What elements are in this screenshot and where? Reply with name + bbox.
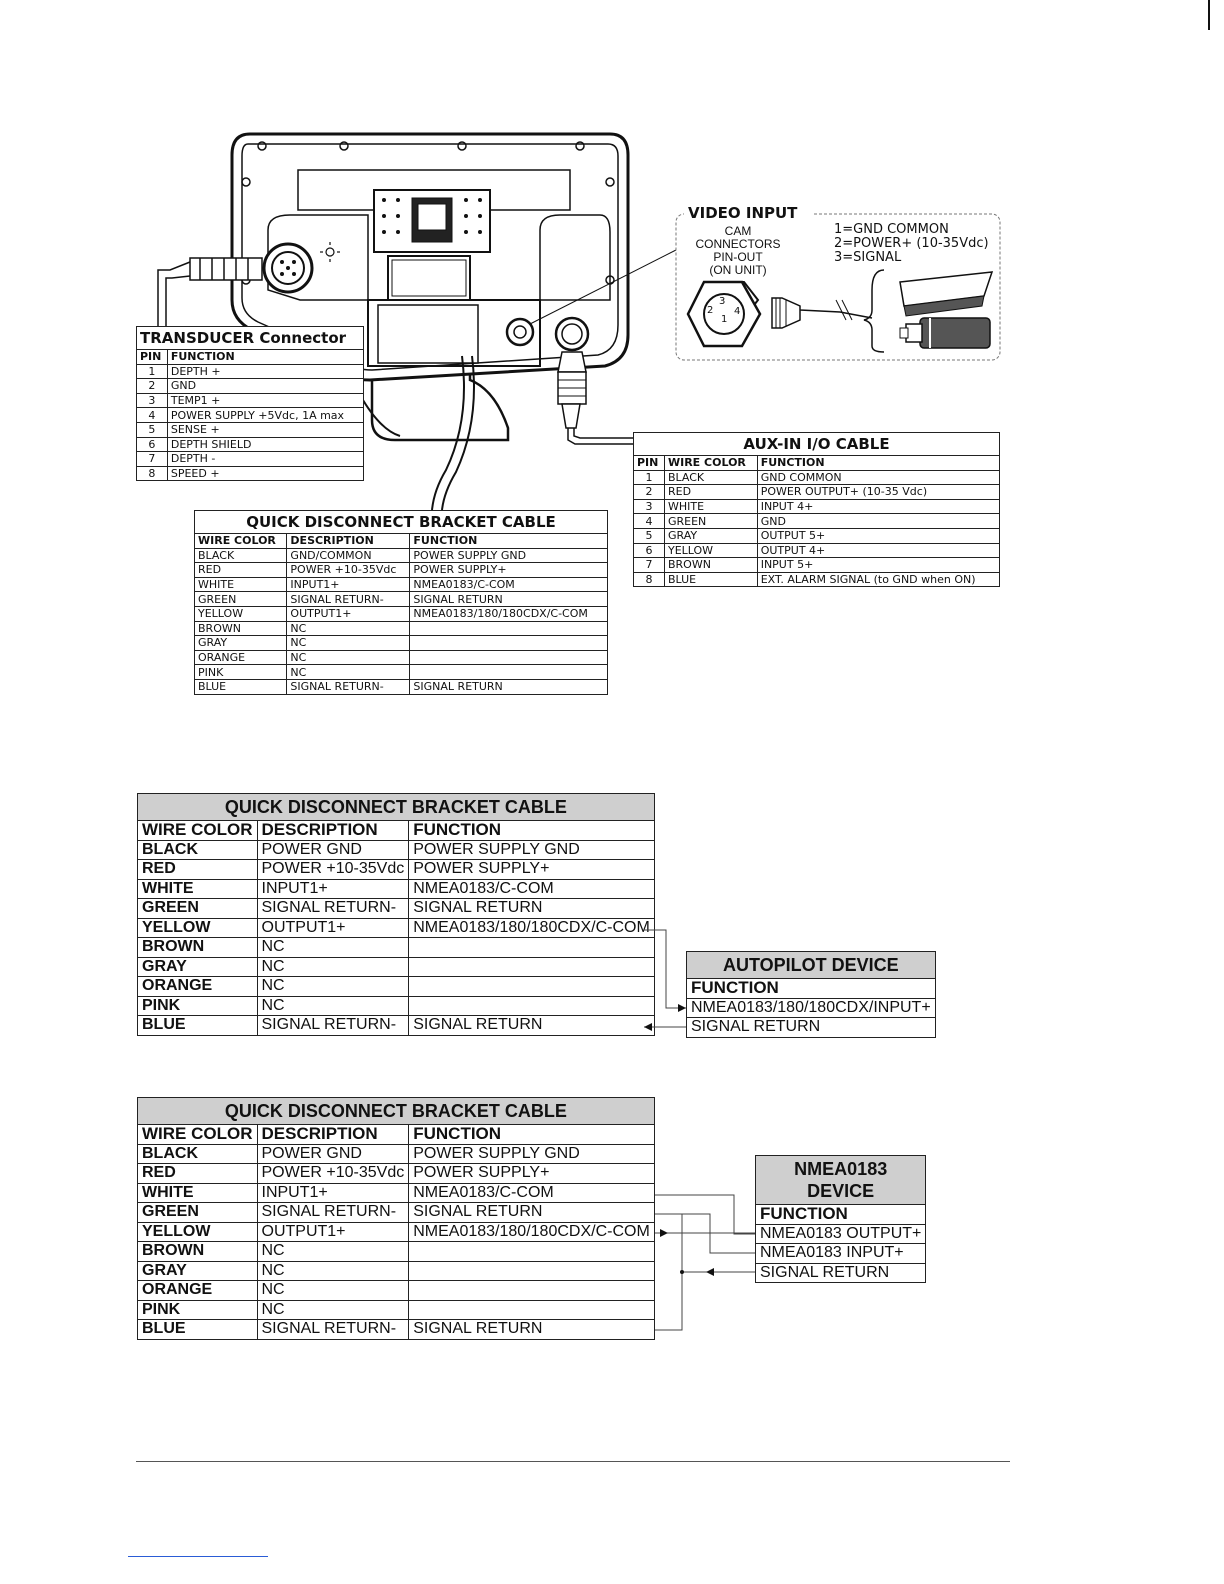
table-cell: YELLOW [138,918,258,938]
table-cell: POWER SUPPLY GND [409,840,655,860]
table-cell: DEPTH - [167,452,363,467]
table-cell: RED [138,1164,258,1184]
table-cell: OUTPUT1+ [287,606,410,621]
table-cell: SIGNAL RETURN- [287,679,410,694]
table-cell: GND [757,514,999,529]
table-cell: 5 [137,422,168,437]
table-cell: POWER +10-35Vdc [257,1164,409,1184]
table-cell: 6 [137,437,168,452]
cam-label-line: (ON UNIT) [709,263,767,277]
table-cell: RED [664,485,757,500]
table-cell: DEPTH + [167,364,363,379]
connector-pin-number: 4 [734,306,741,317]
qdb-nmea-title: QUICK DISCONNECT BRACKET CABLE [138,1098,655,1125]
table-cell: INPUT 5+ [757,558,999,573]
table-cell: PINK [138,996,258,1016]
table-cell: 2 [634,485,665,500]
table-cell: SIGNAL RETURN [410,679,608,694]
column-header: FUNCTION [687,979,936,999]
table-row [138,1203,655,1223]
table-cell: 8 [634,572,665,587]
table-cell: POWER OUTPUT+ (10-35 Vdc) [757,485,999,500]
table-cell: BLACK [664,470,757,485]
column-header: PIN [634,456,665,471]
column-header: PIN [137,350,168,365]
table-cell: WHITE [195,577,287,592]
table-cell: BLUE [138,1320,258,1340]
table-cell: 7 [634,558,665,573]
qdb-small-title: QUICK DISCONNECT BRACKET CABLE [195,511,608,534]
table-cell: BROWN [138,938,258,958]
table-cell: GREEN [138,1203,258,1223]
footer-link-underline [128,1556,268,1557]
table-cell: INPUT1+ [257,1183,409,1203]
table-cell: POWER SUPPLY+ [410,563,608,578]
table-cell: RED [138,860,258,880]
table-cell: GND/COMMON [287,548,410,563]
nmea-device-title [756,1156,926,1205]
column-header: FUNCTION [410,534,608,549]
connector-pin-number: 1 [721,314,728,325]
column-header: WIRE COLOR [138,1125,258,1145]
table-cell: GRAY [664,528,757,543]
table-cell: NC [287,650,410,665]
table-cell: NC [257,977,409,997]
table-cell: DEPTH SHIELD [167,437,363,452]
table-cell: EXT. ALARM SIGNAL (to GND when ON) [757,572,999,587]
table-cell: GRAY [138,957,258,977]
table-cell: GREEN [195,592,287,607]
table-cell: POWER SUPPLY+ [409,1164,655,1184]
cam-label-line: CAM CONNECTORS [695,224,781,251]
pinout-item: 1=GND COMMON [834,222,949,237]
column-header: DESCRIPTION [257,821,409,841]
table-cell: ORANGE [195,650,287,665]
table-row [138,1144,655,1164]
table-cell [409,1242,655,1262]
table-cell [409,1281,655,1301]
column-header: DESCRIPTION [257,1125,409,1145]
nmea-function-row: SIGNAL RETURN [756,1263,926,1283]
table-cell: 1 [137,364,168,379]
table-cell: POWER SUPPLY+ [409,860,655,880]
table-cell: SIGNAL RETURN- [257,1320,409,1340]
table-cell: POWER SUPPLY GND [409,1144,655,1164]
table-row [138,1222,655,1242]
column-header: WIRE COLOR [138,821,258,841]
column-header: WIRE COLOR [664,456,757,471]
cam-label-line: PIN-OUT [713,250,763,264]
table-cell: YELLOW [138,1222,258,1242]
quick-disconnect-table-nmea [137,1097,655,1340]
table-cell: BROWN [138,1242,258,1262]
nmea-device-title-line: NMEA0183 [794,1159,888,1179]
table-cell: NMEA0183/180/180CDX/C-COM [410,606,608,621]
table-cell: NC [257,938,409,958]
table-cell: 6 [634,543,665,558]
table-row [138,1300,655,1320]
table-cell: NMEA0183/C-COM [409,1183,655,1203]
connector-pin-number: 2 [707,305,714,316]
table-cell: NC [287,665,410,680]
table-cell: GREEN [664,514,757,529]
table-cell: 5 [634,528,665,543]
table-cell: NC [257,996,409,1016]
table-row [138,1261,655,1281]
table-cell: ORANGE [138,977,258,997]
table-cell: 4 [634,514,665,529]
table-cell: OUTPUT1+ [257,918,409,938]
nmea-function-row: NMEA0183 INPUT+ [756,1244,926,1264]
table-cell: SENSE + [167,422,363,437]
table-cell: BLUE [138,1016,258,1036]
table-row [138,1281,655,1301]
table-row [138,1320,655,1340]
footer-divider [136,1461,1010,1462]
column-header: FUNCTION [409,1125,655,1145]
table-row [138,1183,655,1203]
table-cell: POWER GND [257,840,409,860]
table-cell: NC [257,1261,409,1281]
table-cell: 4 [137,408,168,423]
table-cell: YELLOW [195,606,287,621]
connector-pin-number: 3 [719,296,726,307]
table-cell: NC [287,621,410,636]
table-cell [409,1261,655,1281]
table-cell: SPEED + [167,466,363,481]
table-cell: 7 [137,452,168,467]
table-cell: BROWN [195,621,287,636]
table-cell: NMEA0183/C-COM [410,577,608,592]
nmea-function-row: NMEA0183 OUTPUT+ [756,1224,926,1244]
table-cell: GND COMMON [757,470,999,485]
table-cell: GREEN [138,899,258,919]
table-cell: WHITE [138,879,258,899]
pinout-item: 3=SIGNAL [834,250,902,265]
nmea-device-title-line: DEVICE [807,1181,875,1201]
table-cell: WHITE [138,1183,258,1203]
table-cell: BLACK [195,548,287,563]
table-cell: NC [257,1242,409,1262]
table-cell: POWER +10-35Vdc [257,860,409,880]
table-cell: ORANGE [138,1281,258,1301]
table-cell: BLUE [664,572,757,587]
qdb-autopilot-title: QUICK DISCONNECT BRACKET CABLE [138,794,655,821]
table-cell: PINK [195,665,287,680]
table-cell: NC [257,1281,409,1301]
column-header: FUNCTION [757,456,999,471]
table-cell: NMEA0183/C-COM [409,879,655,899]
table-cell: OUTPUT1+ [257,1222,409,1242]
table-cell: POWER SUPPLY +5Vdc, 1A max [167,408,363,423]
table-cell: NC [287,636,410,651]
table-cell: SIGNAL RETURN- [257,899,409,919]
table-cell: 8 [137,466,168,481]
table-cell: PINK [138,1300,258,1320]
table-cell: OUTPUT 4+ [757,543,999,558]
table-cell: 1 [634,470,665,485]
transducer-title: TRANSDUCER Connector [137,327,364,350]
nmea-device-table [755,1155,926,1283]
table-cell: BLUE [195,679,287,694]
autopilot-function-row: NMEA0183/180/180CDX/INPUT+ [687,998,936,1018]
table-cell: SIGNAL RETURN [409,1016,655,1036]
autopilot-function-row: SIGNAL RETURN [687,1018,936,1038]
table-cell: GND [167,379,363,394]
table-cell [409,1300,655,1320]
video-input-title: VIDEO INPUT [688,204,798,222]
table-cell: SIGNAL RETURN [409,1320,655,1340]
table-cell: SIGNAL RETURN [409,1203,655,1223]
aux-in-title: AUX-IN I/O CABLE [634,433,1000,456]
table-cell: NC [257,1300,409,1320]
table-row [138,1242,655,1262]
table-cell: 3 [634,499,665,514]
column-header: DESCRIPTION [287,534,410,549]
table-cell: TEMP1 + [167,393,363,408]
table-cell: INPUT1+ [287,577,410,592]
column-header: FUNCTION [756,1205,926,1225]
table-cell: POWER GND [257,1144,409,1164]
table-cell: RED [195,563,287,578]
table-cell: POWER SUPPLY GND [410,548,608,563]
table-cell: INPUT1+ [257,879,409,899]
table-cell: NMEA0183/180/180CDX/C-COM [409,918,655,938]
pinout-item: 2=POWER+ (10-35Vdc) [834,236,989,251]
table-cell: 3 [137,393,168,408]
table-cell: POWER +10-35Vdc [287,563,410,578]
table-cell: GRAY [195,636,287,651]
table-cell: NC [257,957,409,977]
table-cell: NMEA0183/180/180CDX/C-COM [409,1222,655,1242]
table-cell: BLACK [138,840,258,860]
table-cell: BROWN [664,558,757,573]
table-cell: BLACK [138,1144,258,1164]
column-header: FUNCTION [409,821,655,841]
table-cell: YELLOW [664,543,757,558]
table-cell: SIGNAL RETURN- [287,592,410,607]
table-row [138,1164,655,1184]
column-header: FUNCTION [167,350,363,365]
column-header: WIRE COLOR [195,534,287,549]
table-cell: SIGNAL RETURN [409,899,655,919]
table-cell: WHITE [664,499,757,514]
table-cell: SIGNAL RETURN [410,592,608,607]
table-cell: GRAY [138,1261,258,1281]
table-cell: 2 [137,379,168,394]
table-cell: SIGNAL RETURN- [257,1016,409,1036]
table-cell: OUTPUT 5+ [757,528,999,543]
autopilot-device-title: AUTOPILOT DEVICE [687,952,936,979]
table-cell: SIGNAL RETURN- [257,1203,409,1223]
table-cell: INPUT 4+ [757,499,999,514]
